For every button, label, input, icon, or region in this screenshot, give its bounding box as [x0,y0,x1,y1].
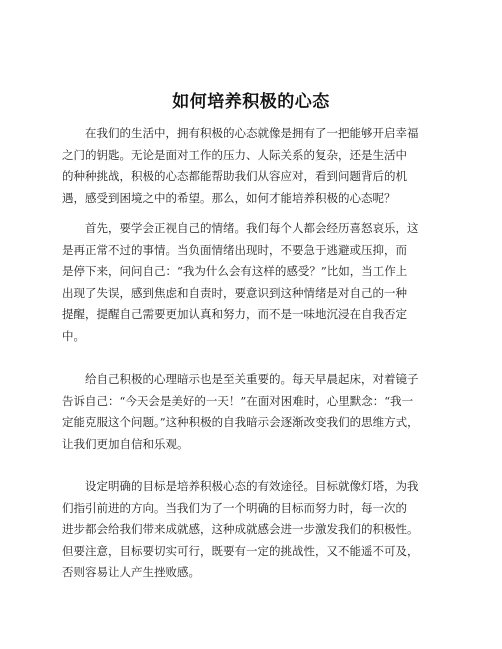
paragraph-line: 但要注意，目标要切实可行，既要有一定的挑战性，又不能遥不可及， [62,543,419,558]
document-title: 如何培养积极的心态 [172,92,330,112]
paragraph-line: 定能克服这个问题。”这种积极的自我暗示会逐渐改变我们的思维方式， [62,415,419,429]
paragraph-line: 出现了失误，感到焦虑和自责时，要意识到这种情绪是对自己的一种 [62,285,407,300]
paragraph-line: 告诉自己：“今天会是美好的一天！”在面对困难时，心里默念：“我一 [62,393,414,408]
paragraph-line: 提醒，提醒自己需要更加认真和努力，而不是一味地沉浸在自我否定 [62,307,407,321]
paragraph-1 [62,123,450,209]
paragraph-line: 之门的钥匙。无论是面对工作的压力、人际关系的复杂，还是生活中 [62,147,407,162]
paragraph-line: 进步都会给我们带来成就感，这种成就感会进一步激发我们的积极性。 [62,522,419,536]
paragraph-3 [62,369,450,455]
paragraph-line: 给自己积极的心理暗示也是至关重要的。每天早晨起床，对着镜子 [85,372,419,386]
paragraph-2 [62,218,450,347]
paragraph-line: 是再正常不过的事情。当负面情绪出现时，不要急于逃避或压抑，而 [62,242,407,257]
paragraph-4 [62,476,450,584]
paragraph-line: 否则容易让人产生挫败感。 [62,565,200,579]
paragraph-line: 的种种挑战，积极的心态都能帮助我们从容应对，看到问题背后的机 [62,169,407,183]
paragraph-line: 中。 [62,328,85,343]
paragraph-line: 是停下来，问问自己：“我为什么会有这样的感受？”比如，当工作上 [62,264,408,278]
paragraph-line: 让我们更加自信和乐观。 [62,436,189,451]
paragraph-line: 遇，感受到困境之中的希望。那么，如何才能培养积极的心态呢？ [62,190,396,205]
paragraph-line: 首先，要学会正视自己的情绪。我们每个人都会经历喜怒哀乐，这 [85,221,419,235]
paragraph-line: 设定明确的目标是培养积极心态的有效途径。目标就像灯塔，为我 [85,479,419,493]
paragraph-line: 们指引前进的方向。当我们为了一个明确的目标而努力时，每一次的 [62,500,407,515]
paragraph-line: 在我们的生活中，拥有积极的心态就像是拥有了一把能够开启幸福 [85,126,419,140]
